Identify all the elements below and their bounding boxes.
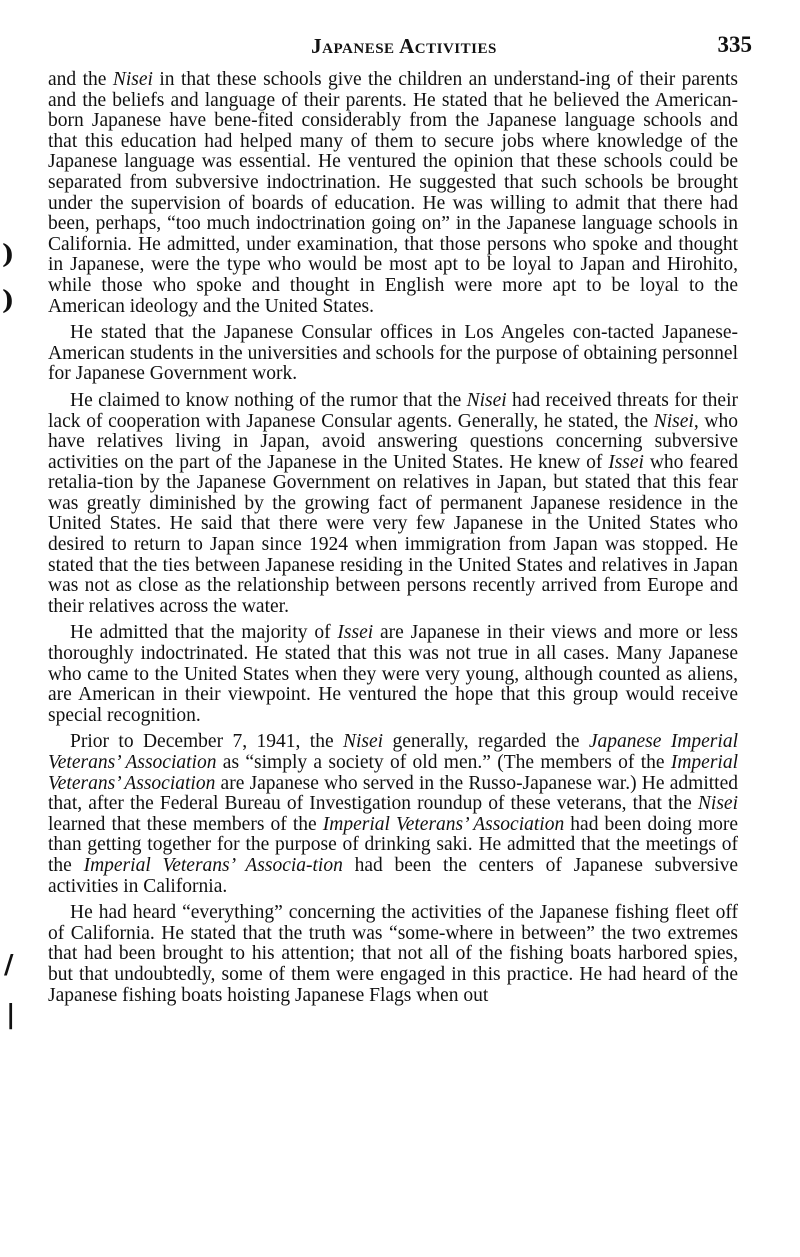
text-run: Prior to December 7, 1941, the [70, 731, 343, 753]
text-run: He claimed to know nothing of the rumor that the [70, 389, 467, 411]
text-run: who feared retalia-tion by the Japanese Government on relatives in Japan, but stated that this fear was greatly diminished by the growing fact of permanent Japanese residence in the United States. He said that there were very few Japanese in the United States who desired to return to Japan since 1924 when immigration from Japan was stopped. He stated that the ties between Japanese residing in the United States and relatives in Japan was not as close as the relationship between persons recently arrived from Europe and their relatives across the water. [48, 451, 738, 617]
text-run: and the [48, 69, 113, 90]
italic-term: Imperial Veterans’ Associa-tion [83, 854, 343, 876]
text-run: He stated that the Japanese Consular offices in Los Angeles con-tacted Japanese-American students in the universities and schools for the purpose of obtaining personnel for Japanese Government work. [48, 322, 738, 385]
text-run: are Japanese who served in the Russo-Japanese war.) He admitted that, after the Federal Bureau of Investigation roundup of these veterans, that the [48, 772, 738, 815]
paragraph [48, 732, 738, 897]
text-run: had been the centers of Japanese subversive activities in California. [48, 854, 739, 897]
paragraph [48, 903, 738, 1006]
text-run: in that these schools give the children an understand-ing of their parents and the beliefs and language of their parents. He stated that he believed the American-born Japanese have bene-fited considerably from the Japanese language schools and that this education had helped many of them to secure jobs where knowledge of the Japanese language was essential. He ventured the opinion that these schools could be separated from subversive indoctrination. He suggested that such schools be brought under the supervision of boards of education. He was willing to admit that there had been, perhaps, “too much indoctrination going on” in the Japanese language schools in California. He admitted, under examination, that those persons who spoke and thought in Japanese, were the type who would be most apt to be loyal to Japan and Hirohito, while those who spoke and thought in English were more apt to be loyal to the American ideology and the United States. [48, 69, 738, 317]
margin-mark: / [4, 950, 14, 980]
italic-term: Nisei [653, 410, 694, 432]
italic-term: Issei [608, 451, 644, 473]
text-run: He admitted that the majority of [70, 622, 338, 644]
italic-term: Nisei [112, 69, 153, 90]
italic-term: Imperial Veterans’ Association [322, 813, 565, 835]
italic-term: Nisei [343, 731, 384, 753]
italic-term: Japanese Imperial Veterans’ Association [48, 731, 738, 773]
text-run: had received threats for their lack of cooperation with Japanese Consular agents. Generally, he stated, the [48, 389, 739, 432]
italic-term: Imperial Veterans’ Association [48, 752, 739, 794]
margin-mark: ) [2, 240, 15, 270]
page-number: 335 [717, 32, 752, 57]
italic-term: Nisei [466, 389, 507, 411]
paragraph [48, 623, 738, 726]
text-run: generally, regarded the [383, 731, 589, 753]
running-title: Japanese Activities [311, 34, 497, 58]
margin-mark: ) [2, 286, 15, 316]
italic-term: Issei [337, 622, 374, 644]
running-header [46, 30, 762, 62]
paragraph [48, 323, 738, 385]
body-text [48, 70, 738, 1012]
italic-term: Nisei [697, 793, 738, 815]
text-run: , who have relatives living in Japan, avoid answering questions concerning subversive activities on the part of the Japanese in the United States. He knew of [48, 410, 738, 473]
paragraph [48, 391, 738, 618]
text-run: learned that these members of the [48, 813, 323, 835]
text-run: He had heard “everything” concerning the activities of the Japanese fishing fleet off of California. He stated that the truth was “some-where in between” the two extremes that had been brought to his attention; that not all of the fishing boats harbored spies, but that undoubtedly, some of them were engaged in this practice. He had heard of the Japanese fishing boats hoisting Japanese Flags when out [48, 902, 738, 1006]
text-run: had been doing more than getting together for the purpose of drinking saki. He admitted that the meetings of the [48, 813, 739, 876]
paragraph [48, 70, 738, 317]
text-run: as “simply a society of old men.” (The members of the [216, 752, 671, 773]
text-run: are Japanese in their views and more or less thoroughly indoctrinated. He stated that this was not true in all cases. Many Japanese who came to the United States when they were very young, although counted as aliens, are American in their viewpoint. He ventured the hope that this group would receive special recognition. [48, 622, 738, 726]
margin-mark: | [6, 1000, 16, 1030]
